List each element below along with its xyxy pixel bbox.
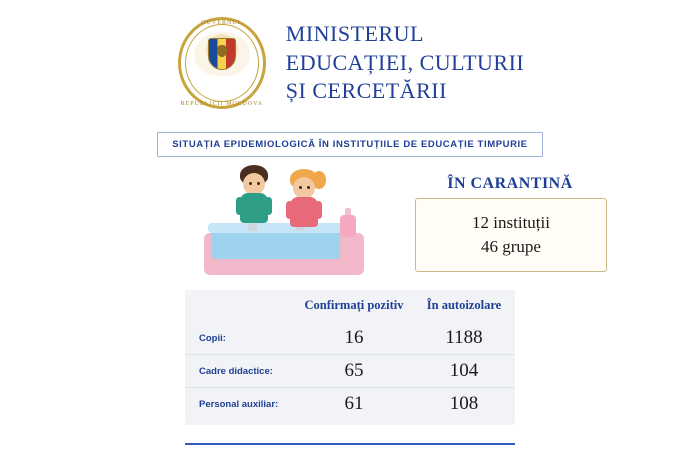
stats-header-confirmed: Confirmați pozitiv [304,298,404,312]
stats-row-label: Personal auxiliar: [199,398,279,410]
emblem-aurochs-icon [217,45,227,57]
stats-header-label [185,298,295,313]
page-title-line-2: EDUCAȚIEI, CULTURII [285,49,525,75]
soap-bottle-icon [340,215,356,237]
table-row [185,355,515,388]
girl-icon [282,169,326,231]
boy-face-icon [243,173,265,195]
boy-icon [232,165,276,227]
table-row [185,388,515,420]
footer-divider [185,443,515,445]
stats-row-confirmed: 61 [344,393,364,414]
quarantine-institutions: 12 instituții [472,213,550,232]
boy-arm-right-icon [265,197,272,215]
stats-row-confirmed: 65 [344,360,364,381]
stats-row-isolation: 108 [449,393,479,414]
quarantine-groups: 46 grupe [481,237,541,256]
sink-rim-icon [208,223,348,233]
emblem-arc-top-text: GUVERNUL [201,20,243,26]
girl-arm-right-icon [315,201,322,219]
girl-face-icon [293,177,315,199]
boy-arm-left-icon [236,197,243,215]
stats-rows [185,322,515,420]
girl-body-icon [290,197,318,227]
subtitle-text: SITUAȚIA EPIDEMIOLOGICĂ ÎN INSTITUȚIILE DE EDUCAȚIE TIMPURIE [157,132,543,157]
page-title-line-3: ȘI CERCETĂRII [285,78,447,104]
stats-row-confirmed: 16 [344,327,364,348]
girl-eye-right-icon [307,186,310,189]
emblem-arc-bottom-text: REPUBLICII MOLDOVA [180,101,263,107]
boy-eye-right-icon [257,182,260,185]
stats-row-label: Cadre didactice: [199,365,273,377]
girl-arm-left-icon [286,201,293,219]
page-title [286,20,524,106]
stats-row-isolation: 1188 [445,327,483,348]
stats-header-row [185,298,515,313]
moldova-coat-of-arms-icon [176,14,268,112]
children-washing-hands-illustration [196,165,386,285]
subtitle-banner [0,132,700,157]
header [0,8,700,118]
boy-body-icon [240,193,268,223]
stats-row-isolation: 104 [449,360,479,381]
boy-eye-left-icon [249,182,252,185]
quarantine-heading: ÎN CARANTINĂ [447,175,573,192]
page-title-line-1: MINISTERUL [285,21,424,47]
stats-header-isolation: În autoizolare [426,298,502,312]
girl-eye-left-icon [299,186,302,189]
stats-row-label: Copii: [199,332,226,344]
table-row [185,322,515,355]
quarantine-box [415,198,607,272]
